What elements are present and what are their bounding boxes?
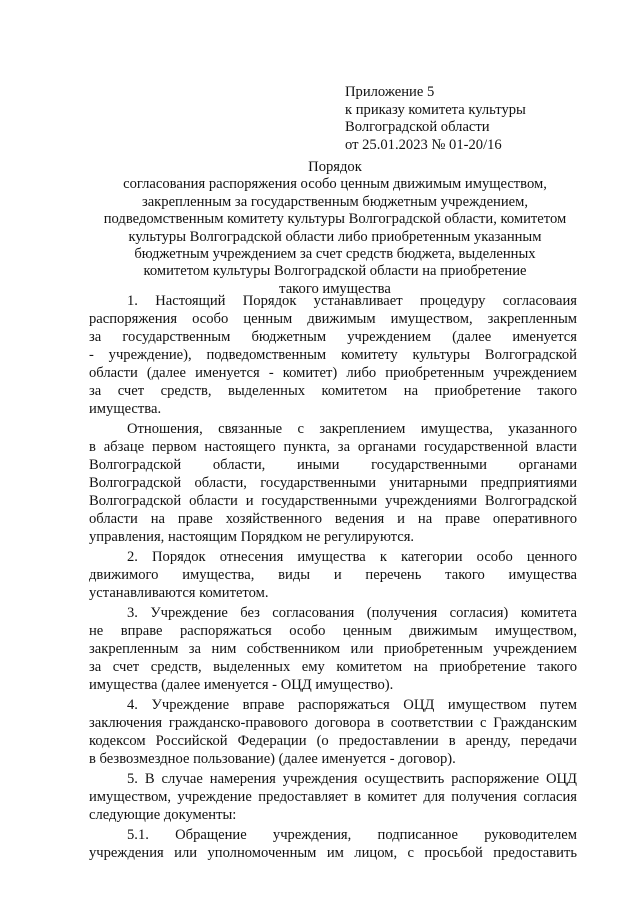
paragraph-line: управления, настоящим Порядком не регулируются. [89,529,415,545]
title-line: Порядок [308,159,362,175]
paragraph [89,420,577,546]
paragraph-line: учреждения или уполномоченным им лицом, с просьбой предоставить [89,845,577,861]
paragraph-line: закрепленным за ним собственником или приобретенным учреждением [89,641,577,657]
paragraph-line: в безвозмездное пользование) (далее именуется - договор). [89,751,456,767]
paragraph-line: кодексом Российской Федерации (о предоставлении в аренду, передачи [89,733,577,749]
appendix-line: Приложение 5 [345,84,435,100]
paragraph-line: движимого имущества, виды и перечень такого имущества [89,567,577,583]
paragraph [89,696,577,768]
paragraph-line: следующие документы: [89,807,237,823]
title-line: закрепленным за государственным бюджетным учреждением, [141,193,529,210]
appendix-line: от 25.01.2023 № 01-20/16 [345,136,502,153]
paragraph-line: области (далее именуется - комитет) либо приобретенным учреждением [89,365,577,381]
paragraph-line: устанавливаются комитетом. [89,585,269,601]
paragraph [89,604,577,694]
paragraph-line: заключения гражданско-правового договора в соответствии с Гражданским [89,715,577,731]
paragraph-line: 3. Учреждение без согласования (получения согласия) комитета [127,605,577,621]
paragraph-line: не вправе распоряжаться особо ценным движимым имуществом, [89,623,577,639]
paragraph-line: 5.1. Обращение учреждения, подписанное руководителем [127,827,577,843]
paragraph-line: Отношения, связанные с закреплением имущества, указанного [127,421,577,437]
appendix-line: Волгоградской области [345,119,490,135]
paragraph-line: 5. В случае намерения учреждения осуществить распоряжение ОЦД [127,771,577,787]
paragraph-line: 2. Порядок отнесения имущества к категории особо ценного [127,549,577,565]
paragraph-line: распоряжения особо ценным движимым имуществом, закрепленным [89,311,577,327]
title-line: подведомственным комитету культуры Волгоградской области, комитетом [103,211,567,228]
paragraph-line: 1. Настоящий Порядок устанавливает процедуру согласоваия [127,293,577,309]
paragraph-line: за счет средств, выделенных ему комитетом на приобретение такого [89,659,577,675]
paragraph-line: Волгоградской области, иными государственными органами [89,457,577,473]
paragraph [89,826,577,862]
title-line: культуры Волгоградской области либо приобретенным указанным [128,228,542,245]
paragraph-line: имущества. [89,401,162,417]
paragraph-line: имущества (далее именуется - ОЦД имущество). [89,677,394,693]
title-line: такого имущества [279,280,391,297]
document-body [89,292,577,864]
paragraph-line: Волгоградской области и государственными учреждениями Волгоградской [89,493,577,509]
appendix-line: к приказу комитета культуры [345,101,526,118]
paragraph-line: имуществом, учреждение предоставляет в комитет для получения согласия [89,789,577,805]
title-line: комитетом культуры Волгоградской области на приобретение [143,263,527,280]
paragraph [89,548,577,602]
title-line: согласования распоряжения особо ценным движимым имуществом, [123,176,547,193]
paragraph-line: 4. Учреждение вправе распоряжаться ОЦД имуществом путем [127,697,577,713]
paragraph-line: - учреждение), подведомственным комитету культуры Волгоградской [89,347,577,363]
document-title [80,159,590,298]
appendix-header [345,84,615,154]
paragraph-line: области на праве хозяйственного ведения и на праве оперативного [89,511,577,527]
paragraph-line: за государственным бюджетным учреждением (далее именуется [89,329,577,345]
paragraph-line: за счет средств, выделенных комитетом на приобретение такого [89,383,577,399]
paragraph-line: в абзаце первом настоящего пункта, за органами государственной власти [89,439,577,455]
paragraph-line: Волгоградской области, государственными унитарными предприятиями [89,475,577,491]
title-line: бюджетным учреждением за счет средств бюджета, выделенных [134,246,536,263]
paragraph [89,292,577,418]
paragraph [89,770,577,824]
